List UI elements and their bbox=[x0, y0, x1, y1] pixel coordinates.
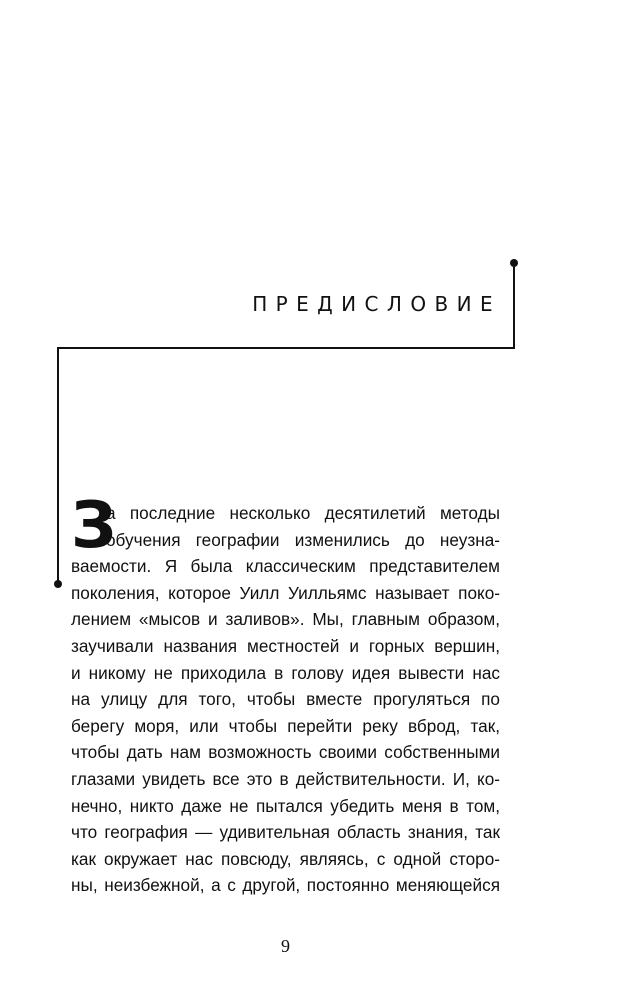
text-line: что география — удивительная область знания, так bbox=[71, 822, 500, 843]
text-line: чтобы дать нам возможность своими собственными bbox=[71, 742, 500, 763]
text-line: ваемости. Я была классическим представителем bbox=[71, 556, 500, 577]
chapter-title: ПРЕДИСЛОВИЕ bbox=[252, 292, 501, 316]
text-line: лением «мысов и заливов». Мы, главным образом, bbox=[71, 609, 500, 630]
frame-left-vertical-line bbox=[57, 347, 59, 584]
text-line: нечно, никто даже не пытался убедить меня в том, bbox=[71, 795, 500, 816]
text-line: на улицу для того, чтобы вместе прогуляться по bbox=[71, 689, 500, 710]
text-line: поколения, которое Уилл Уилльямс называет поко- bbox=[71, 582, 500, 603]
frame-bottom-dot bbox=[54, 580, 62, 588]
text-line: берегу моря, или чтобы перейти реку вброд, так, bbox=[71, 715, 500, 736]
frame-right-vertical-line bbox=[513, 263, 515, 348]
frame-top-dot bbox=[510, 259, 518, 267]
frame-horizontal-line bbox=[57, 347, 515, 349]
body-paragraph bbox=[71, 500, 500, 899]
page-number: 9 bbox=[281, 936, 290, 956]
drop-cap: З bbox=[71, 489, 117, 563]
text-line: обучения географии изменились до неузна- bbox=[106, 529, 500, 550]
text-line: как окружает нас повсюду, являясь, с одной сторо- bbox=[71, 848, 500, 869]
text-line: а последние несколько десятилетий методы bbox=[106, 503, 500, 523]
text-line: глазами увидеть все это в действительности. И, ко- bbox=[71, 768, 500, 789]
text-line: ны, неизбежной, а с другой, постоянно меняющейся bbox=[71, 875, 500, 896]
text-line: и никому не приходила в голову идея вывести нас bbox=[71, 662, 500, 683]
text-line: заучивали названия местностей и горных вершин, bbox=[71, 635, 500, 656]
